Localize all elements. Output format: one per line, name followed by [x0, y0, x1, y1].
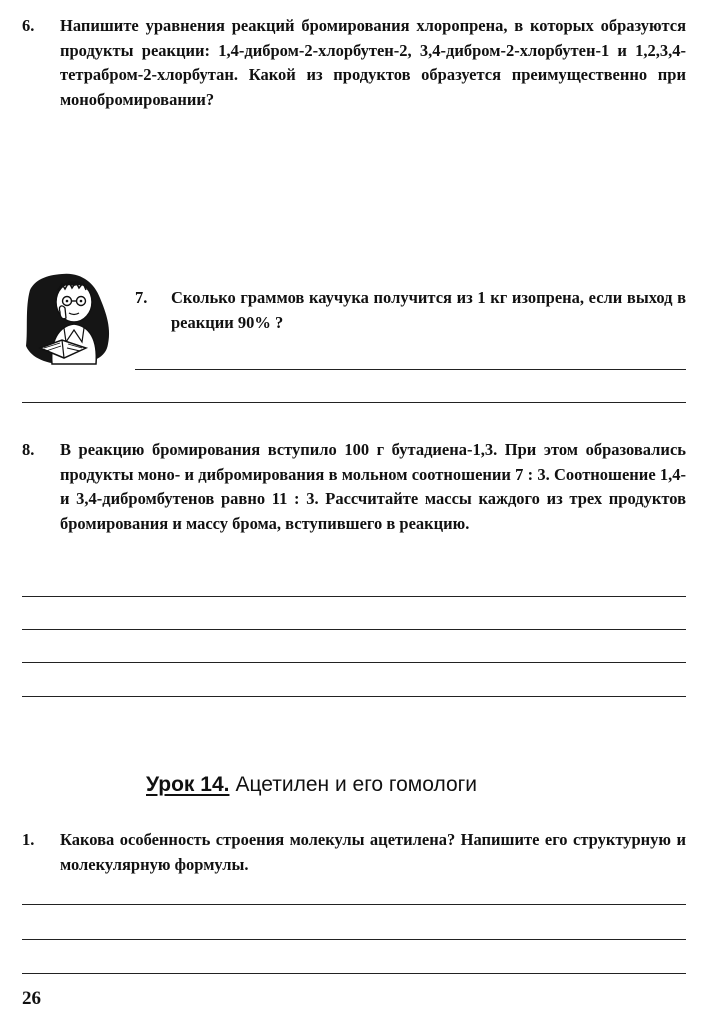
answer-line[interactable] — [22, 973, 686, 974]
answer-line[interactable] — [22, 402, 686, 403]
lesson-label: Урок 14. — [146, 773, 230, 796]
answer-line[interactable] — [22, 629, 686, 630]
task-number: 7. — [135, 288, 148, 307]
task-text: Напишите уравнения реакций бромирования хлоропрена, в которых образуются продукты реакции: 1,4-дибром-2-хлорбутен-2, 3,4-дибром-2-хлорбутен-1 и 1,2,3,4-тетрабром-2-хлорбутан. Какой из продуктов образуется преимущественно при монобромировании? — [60, 16, 686, 109]
answer-line[interactable] — [22, 904, 686, 905]
task-text: Какова особенность строения молекулы ацетилена? Напишите его структурную и молекулярную формулы. — [60, 830, 686, 874]
answer-line[interactable] — [135, 369, 686, 370]
task-number: 1. — [22, 830, 35, 849]
boy-reading-book-icon — [22, 268, 112, 368]
task-8 — [22, 438, 686, 564]
page-number: 26 — [22, 988, 41, 1009]
lesson-name: Ацетилен и его гомологи — [235, 773, 478, 796]
answer-line[interactable] — [22, 696, 686, 697]
task-7 — [135, 286, 686, 340]
task-text: В реакцию бромирования вступило 100 г бутадиена-1,3. При этом образовались продукты моно- и дибромирования в мольном соотношении 7 : 3. Соотношение 1,4- и 3,4-дибромбутенов равно 11 : 3. Рассчитайте массы каждого из трех продуктов бромирования и массу брома, вступившего в реакцию. — [60, 440, 686, 533]
lesson-heading — [146, 772, 477, 797]
lesson-task-1 — [22, 828, 686, 882]
task-text: Сколько граммов каучука получится из 1 кг изопрена, если выход в реакции 90% ? — [171, 288, 686, 332]
answer-line[interactable] — [22, 662, 686, 663]
task-6 — [22, 14, 686, 114]
task-number: 8. — [22, 440, 35, 459]
answer-line[interactable] — [22, 939, 686, 940]
task-number: 6. — [22, 16, 35, 35]
answer-line[interactable] — [22, 596, 686, 597]
